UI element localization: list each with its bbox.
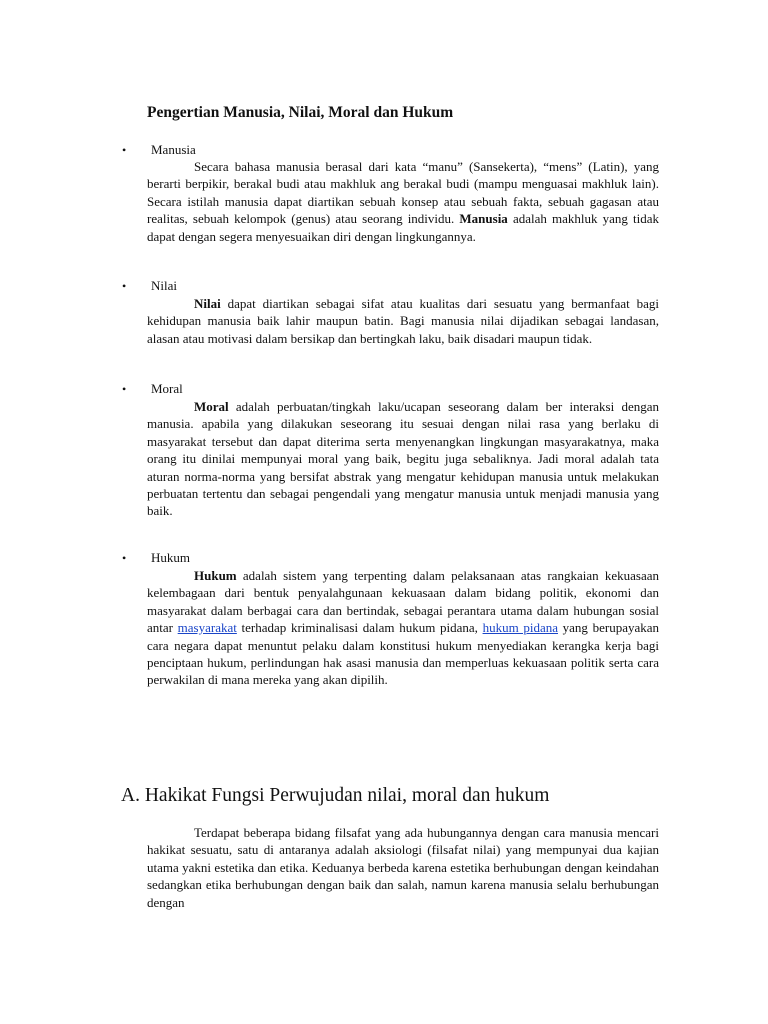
paragraph: Hukum adalah sistem yang terpenting dalam pelaksanaan atas rangkaian kekuasaan kelembagaan dari bentuk penyalahgunaan kekuasaan dalam bidang politik, ekonomi dan masyarakat dalam berbagai cara dan bertindak, sebagai perantara utama dalam hubungan sosial antar masyarakat terhadap kriminalisasi dalam hukum pidana, hukum pidana yang berupayakan cara negara dapat menuntut pelaku dalam konstitusi hukum menyediakan kerangka kerja bagi penciptaan hukum, perlindungan hak asasi manusia dan memperluas kekuasaan politik serta cara perwakilan di mana mereka yang akan dipilih. <box>147 568 660 688</box>
section-heading: A. Hakikat Fungsi Perwujudan nilai, moral dan hukum <box>121 785 550 806</box>
bullet-icon: • <box>122 382 127 396</box>
link-masyarakat[interactable]: masyarakat <box>177 620 237 636</box>
bullet-icon: • <box>122 551 127 565</box>
bullet-icon: • <box>122 143 127 157</box>
paragraph: Terdapat beberapa bidang filsafat yang ada hubungannya dengan cara manusia mencari hakikat sesuatu, satu di antaranya adalah aksiologi (filsafat nilai) yang mempunyai dua kajian utama yakni estetika dan etika. Keduanya berbeda karena estetika berhubungan dengan keindahan sedangkan etika berhubungan dengan baik dan salah, namun karena manusia selalu berhubungan dengan <box>147 825 659 910</box>
bullet-label: Manusia <box>151 142 196 157</box>
bullet-item <box>0 277 768 295</box>
bullet-label: Hukum <box>151 550 190 565</box>
bullet-label: Nilai <box>151 278 177 293</box>
bold-term: Moral <box>194 399 229 414</box>
bullet-item <box>0 549 768 567</box>
bold-term: Manusia <box>459 211 508 227</box>
paragraph: Nilai dapat diartikan sebagai sifat atau kualitas dari sesuatu yang bermanfaat bagi kehidupan manusia baik lahir maupun batin. Bagi manusia nilai dijadikan sebagai landasan, alasan atau motivasi dalam bersikap dan bertingkah laku, baik disadari maupun tidak. <box>147 296 659 346</box>
bullet-icon: • <box>122 279 127 293</box>
bullet-item <box>0 141 768 159</box>
link-hukum-pidana[interactable]: hukum pidana <box>482 620 558 636</box>
bullet-label: Moral <box>151 381 183 396</box>
paragraph: Secara bahasa manusia berasal dari kata “manu” (Sansekerta), “mens” (Latin), yang berarti berpikir, berakal budi atau makhluk ang berakal budi (mampu menguasai makhluk lain). Secara istilah manusia dapat diartikan sebuah konsep atau sebuah fakta, sebuah gagasan atau realitas, sebuah kelompok (genus) atau seorang individu. Manusia adalah makhluk yang tidak dapat dengan segera menyesuaikan diri dengan lingkungannya. <box>147 159 659 244</box>
paragraph: Moral adalah perbuatan/tingkah laku/ucapan seseorang dalam ber interaksi dengan manusia. apabila yang dilakukan seseorang itu sesuai dengan nilai rasa yang berlaku di masyarakat tersebut dan dapat diterima serta menyenangkan lingkungan masyarakatnya, maka orang itu dinilai mempunyai moral yang baik, begitu juga sebaliknya. Jadi moral adalah tata aturan norma-norma yang bersifat abstrak yang mengatur kehidupan manusia untuk melakukan perbuatan tertentu dan sebagai pengendali yang mengatur manusia untuk menjadi manusia yang baik. <box>147 399 659 519</box>
page-title: Pengertian Manusia, Nilai, Moral dan Hukum <box>147 104 454 121</box>
bold-term: Hukum <box>194 568 237 583</box>
bullet-item <box>0 380 768 398</box>
bold-term: Nilai <box>194 296 221 311</box>
